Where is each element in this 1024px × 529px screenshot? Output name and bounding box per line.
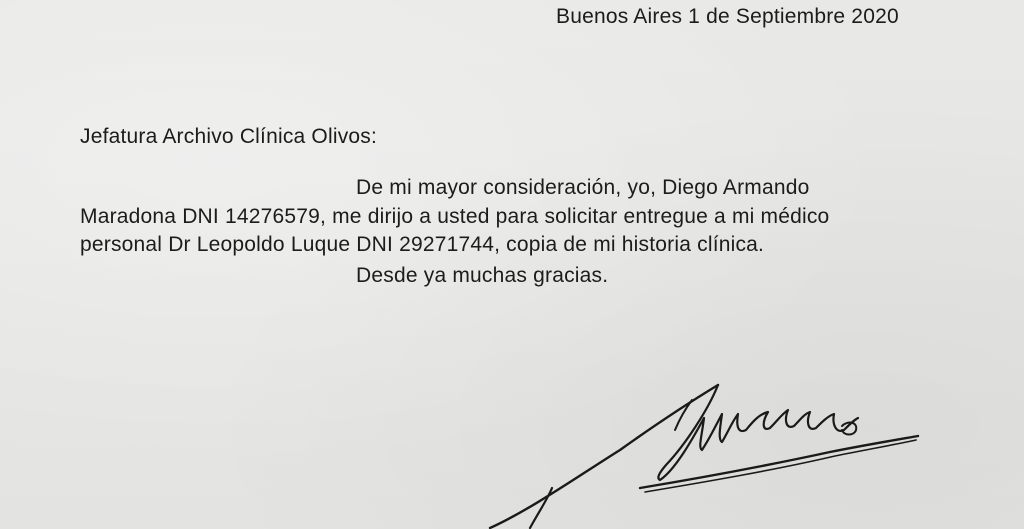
handwritten-signature	[470, 370, 930, 529]
letter-body-line-2: Maradona DNI 14276579, me dirijo a usted para solicitar entregue a mi médico	[80, 205, 830, 228]
letter-body-line-1: De mi mayor consideración, yo, Diego Armando	[356, 176, 810, 199]
letter-closing: Desde ya muchas gracias.	[356, 264, 609, 287]
letter-body-line-3: personal Dr Leopoldo Luque DNI 29271744, copia de mi historia clínica.	[80, 233, 765, 256]
letter-date: Buenos Aires 1 de Septiembre 2020	[556, 5, 899, 28]
letter-recipient: Jefatura Archivo Clínica Olivos:	[80, 125, 378, 148]
